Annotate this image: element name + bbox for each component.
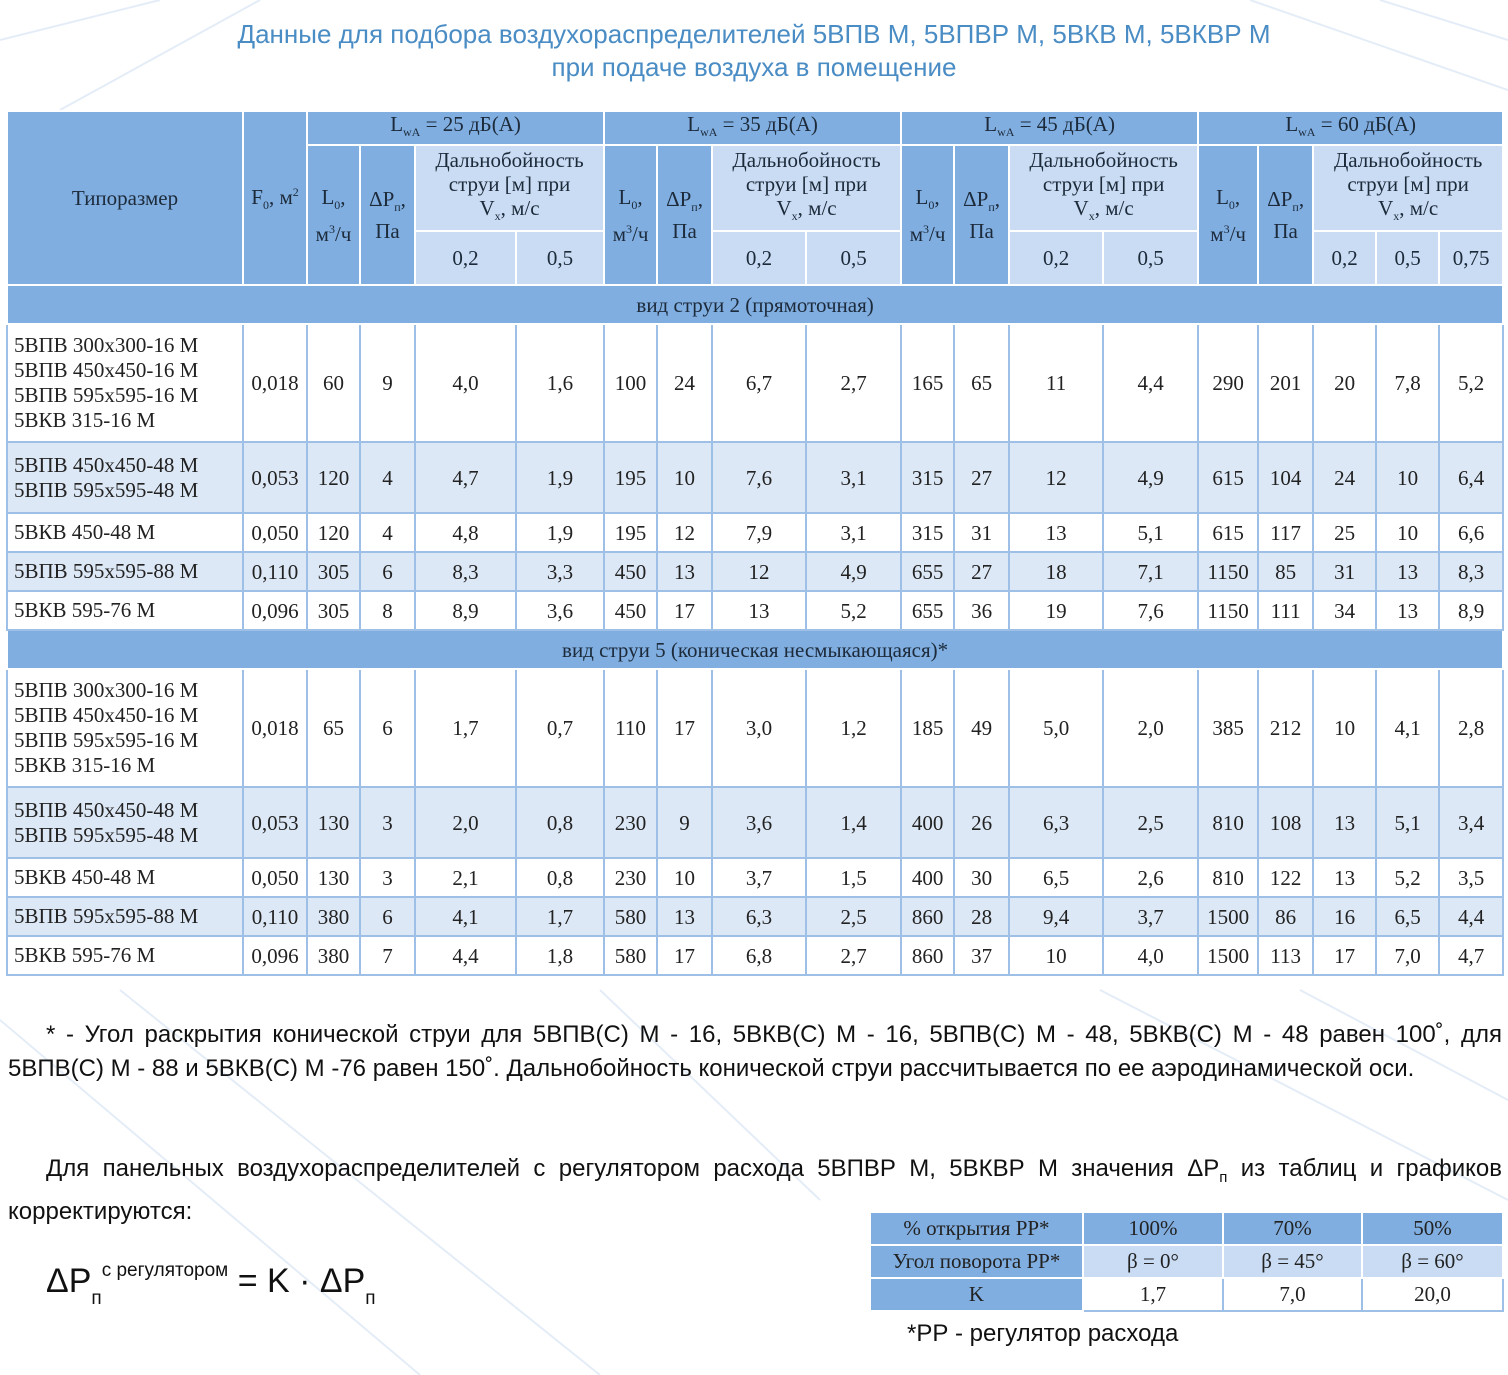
- header-dp: $\Delta P_п$, Па: [1258, 145, 1313, 285]
- value-cell: 3,0: [712, 669, 806, 787]
- header-lwa-35: $L_{wA} = 35$ дБ(А): [604, 111, 901, 145]
- table-row: [7, 591, 1503, 630]
- value-cell: 25: [1313, 513, 1376, 552]
- section-title: вид струи 5 (коническая несмыкающаяся)*: [7, 630, 1503, 669]
- value-cell: 2,5: [806, 897, 901, 936]
- model-name-cell: [7, 787, 243, 858]
- value-cell: 3: [360, 787, 415, 858]
- k-row-k: K 1,7 7,0 20,0: [870, 1278, 1503, 1311]
- value-cell: 2,7: [806, 324, 901, 442]
- model-name: 5ВКВ 450-48 М: [14, 865, 156, 890]
- model-name: 5ВПВ 300х300-16 М: [14, 333, 199, 358]
- value-cell: 1,9: [516, 513, 604, 552]
- value-cell: 1500: [1198, 897, 1258, 936]
- value-cell: 5,1: [1376, 787, 1439, 858]
- value-cell: 195: [604, 513, 657, 552]
- header-velocity: 0,5: [1103, 231, 1198, 285]
- value-cell: 10: [1009, 936, 1103, 975]
- value-cell: 6,3: [712, 897, 806, 936]
- model-name-cell: [7, 897, 243, 936]
- value-cell: 305: [307, 591, 360, 630]
- value-cell: 5,2: [806, 591, 901, 630]
- table-row: [7, 936, 1503, 975]
- value-cell: 0,7: [516, 669, 604, 787]
- value-cell: 3,7: [1103, 897, 1198, 936]
- value-cell: 212: [1258, 669, 1313, 787]
- header-velocity: 0,5: [1376, 231, 1439, 285]
- value-cell: 3,6: [516, 591, 604, 630]
- value-cell: 1,8: [516, 936, 604, 975]
- value-cell: 11: [1009, 324, 1103, 442]
- model-name: 5ВПВ 300х300-16 М: [14, 678, 199, 703]
- value-cell: 85: [1258, 552, 1313, 591]
- formula: $\Delta P_п^{с регулятором} = K \cdot \Delta P_п$: [46, 1260, 376, 1309]
- model-name-cell: [7, 669, 243, 787]
- value-cell: 6,5: [1009, 858, 1103, 897]
- value-cell: 2,7: [806, 936, 901, 975]
- value-cell: 6: [360, 552, 415, 591]
- value-cell: 4,4: [415, 936, 516, 975]
- value-cell: 17: [1313, 936, 1376, 975]
- value-cell: 49: [954, 669, 1009, 787]
- value-cell: 12: [1009, 442, 1103, 513]
- value-cell: 6,3: [1009, 787, 1103, 858]
- value-cell: 400: [901, 787, 954, 858]
- value-cell: 27: [954, 552, 1009, 591]
- value-cell: 13: [1009, 513, 1103, 552]
- value-cell: 18: [1009, 552, 1103, 591]
- k-row-angle: Угол поворота РР* β = 0° β = 45° β = 60°: [870, 1245, 1503, 1278]
- value-cell: 400: [901, 858, 954, 897]
- value-cell: 13: [1313, 858, 1376, 897]
- value-cell: 31: [954, 513, 1009, 552]
- value-cell: 1,4: [806, 787, 901, 858]
- value-cell: 8,3: [1439, 552, 1503, 591]
- value-cell: 315: [901, 442, 954, 513]
- value-cell: 1,5: [806, 858, 901, 897]
- value-cell: 230: [604, 858, 657, 897]
- value-cell: 2,0: [415, 787, 516, 858]
- value-cell: 122: [1258, 858, 1313, 897]
- value-cell: 130: [307, 858, 360, 897]
- value-cell: 7: [360, 936, 415, 975]
- table-row: [7, 513, 1503, 552]
- model-name: 5ВКВ 315-16 М: [14, 408, 156, 433]
- model-name-cell: [7, 936, 243, 975]
- header-l0: $L_0$, $м^3/ч$: [307, 145, 360, 285]
- value-cell: 28: [954, 897, 1009, 936]
- value-cell: 10: [1376, 442, 1439, 513]
- value-cell: 30: [954, 858, 1009, 897]
- value-cell: 26: [954, 787, 1009, 858]
- header-velocity: 0,5: [516, 231, 604, 285]
- model-name-cell: [7, 552, 243, 591]
- value-cell: 860: [901, 936, 954, 975]
- value-cell: 0,110: [243, 552, 307, 591]
- header-dp: $\Delta P_п$, Па: [954, 145, 1009, 285]
- value-cell: 9: [657, 787, 712, 858]
- regulator-text-b: из таблиц и графиков корректируются:: [8, 1155, 1502, 1225]
- value-cell: 12: [657, 513, 712, 552]
- value-cell: 4,9: [1103, 442, 1198, 513]
- value-cell: 7,9: [712, 513, 806, 552]
- page-title: [0, 18, 1508, 84]
- value-cell: 4,1: [415, 897, 516, 936]
- value-cell: 2,0: [1103, 669, 1198, 787]
- value-cell: 7,8: [1376, 324, 1439, 442]
- value-cell: 0,018: [243, 324, 307, 442]
- model-name: 5ВПВ 595х595-48 М: [14, 477, 199, 502]
- value-cell: 3,1: [806, 513, 901, 552]
- header-lwa-25: $L_{wA} = 25$ дБ(А): [307, 111, 604, 145]
- value-cell: 111: [1258, 591, 1313, 630]
- value-cell: 6,4: [1439, 442, 1503, 513]
- value-cell: 2,5: [1103, 787, 1198, 858]
- value-cell: 4: [360, 513, 415, 552]
- value-cell: 655: [901, 591, 954, 630]
- value-cell: 4,4: [1439, 897, 1503, 936]
- value-cell: 13: [1313, 787, 1376, 858]
- value-cell: 16: [1313, 897, 1376, 936]
- value-cell: 1150: [1198, 591, 1258, 630]
- model-name: 5ВПВ 450х450-16 М: [14, 358, 199, 383]
- value-cell: 7,6: [712, 442, 806, 513]
- header-lwa-45: $L_{wA} = 45$ дБ(А): [901, 111, 1198, 145]
- table-row: [7, 787, 1503, 858]
- value-cell: 0,096: [243, 591, 307, 630]
- value-cell: 4,9: [806, 552, 901, 591]
- footnote-text: * - Угол раскрытия конической струи для 5ВПВ(С) М - 16, 5ВКВ(С) М - 16, 5ВПВ(С) М - 48, 5ВКВ(С) М - 48 равен 100˚, для 5ВПВ(С) М - 88 и 5ВКВ(С) М -76 равен 150˚. Дальнобойность конической струи рассчитывается по ее аэродинамической оси.: [8, 1021, 1502, 1082]
- value-cell: 0,050: [243, 513, 307, 552]
- value-cell: 1,7: [516, 897, 604, 936]
- value-cell: 6,7: [712, 324, 806, 442]
- value-cell: 4,0: [415, 324, 516, 442]
- value-cell: 8: [360, 591, 415, 630]
- value-cell: 860: [901, 897, 954, 936]
- value-cell: 8,3: [415, 552, 516, 591]
- value-cell: 1150: [1198, 552, 1258, 591]
- value-cell: 3: [360, 858, 415, 897]
- value-cell: 113: [1258, 936, 1313, 975]
- value-cell: 9,4: [1009, 897, 1103, 936]
- value-cell: 385: [1198, 669, 1258, 787]
- value-cell: 60: [307, 324, 360, 442]
- value-cell: 5,0: [1009, 669, 1103, 787]
- model-name: 5ВПВ 450х450-48 М: [14, 452, 199, 477]
- value-cell: 615: [1198, 513, 1258, 552]
- footnote: [8, 1018, 1502, 1086]
- model-name-cell: [7, 513, 243, 552]
- header-range: Дальнобойность струи [м] при $V_x$, м/с: [415, 145, 604, 231]
- header-velocity: 0,2: [415, 231, 516, 285]
- value-cell: 810: [1198, 858, 1258, 897]
- value-cell: 3,3: [516, 552, 604, 591]
- model-name: 5ВКВ 595-76 М: [14, 943, 156, 968]
- value-cell: 615: [1198, 442, 1258, 513]
- value-cell: 24: [657, 324, 712, 442]
- value-cell: 3,7: [712, 858, 806, 897]
- value-cell: 0,050: [243, 858, 307, 897]
- value-cell: 810: [1198, 787, 1258, 858]
- value-cell: 3,1: [806, 442, 901, 513]
- header-range: Дальнобойность струи [м] при $V_x$, м/с: [712, 145, 901, 231]
- value-cell: 655: [901, 552, 954, 591]
- value-cell: 0,053: [243, 442, 307, 513]
- value-cell: 4,4: [1103, 324, 1198, 442]
- value-cell: 230: [604, 787, 657, 858]
- value-cell: 2,1: [415, 858, 516, 897]
- value-cell: 185: [901, 669, 954, 787]
- value-cell: 0,018: [243, 669, 307, 787]
- value-cell: 290: [1198, 324, 1258, 442]
- model-name: 5ВПВ 595х595-16 М: [14, 383, 199, 408]
- value-cell: 10: [1376, 513, 1439, 552]
- header-dp: $\Delta P_п$, Па: [360, 145, 415, 285]
- model-name: 5ВПВ 595х595-88 М: [14, 559, 199, 584]
- value-cell: 305: [307, 552, 360, 591]
- value-cell: 19: [1009, 591, 1103, 630]
- value-cell: 580: [604, 897, 657, 936]
- value-cell: 4,8: [415, 513, 516, 552]
- k-row-opening: % открытия РР* 100% 70% 50%: [870, 1212, 1503, 1245]
- value-cell: 17: [657, 669, 712, 787]
- table-row: [7, 858, 1503, 897]
- header-l0: $L_0$, $м^3/ч$: [604, 145, 657, 285]
- value-cell: 100: [604, 324, 657, 442]
- value-cell: 6,6: [1439, 513, 1503, 552]
- header-l0: $L_0$, $м^3/ч$: [901, 145, 954, 285]
- regulator-text-sub: п: [1219, 1168, 1228, 1186]
- value-cell: 1500: [1198, 936, 1258, 975]
- header-l0: $L_0$, $м^3/ч$: [1198, 145, 1258, 285]
- value-cell: 0,8: [516, 858, 604, 897]
- value-cell: 580: [604, 936, 657, 975]
- value-cell: 201: [1258, 324, 1313, 442]
- value-cell: 104: [1258, 442, 1313, 513]
- section-title: вид струи 2 (прямоточная): [7, 285, 1503, 324]
- value-cell: 8,9: [415, 591, 516, 630]
- value-cell: 120: [307, 513, 360, 552]
- value-cell: 165: [901, 324, 954, 442]
- header-velocity: 0,5: [806, 231, 901, 285]
- value-cell: 5,2: [1439, 324, 1503, 442]
- section-header: [7, 630, 1503, 669]
- value-cell: 0,053: [243, 787, 307, 858]
- value-cell: 2,8: [1439, 669, 1503, 787]
- model-name-cell: [7, 858, 243, 897]
- table-row: [7, 442, 1503, 513]
- value-cell: 20: [1313, 324, 1376, 442]
- header-velocity: 0,75: [1439, 231, 1503, 285]
- header-velocity: 0,2: [1313, 231, 1376, 285]
- value-cell: 5,1: [1103, 513, 1198, 552]
- value-cell: 17: [657, 936, 712, 975]
- value-cell: 7,0: [1376, 936, 1439, 975]
- value-cell: 117: [1258, 513, 1313, 552]
- table-row: [7, 324, 1503, 442]
- value-cell: 8,9: [1439, 591, 1503, 630]
- value-cell: 380: [307, 936, 360, 975]
- value-cell: 3,4: [1439, 787, 1503, 858]
- model-name-cell: [7, 442, 243, 513]
- value-cell: 9: [360, 324, 415, 442]
- value-cell: 10: [1313, 669, 1376, 787]
- value-cell: 315: [901, 513, 954, 552]
- value-cell: 27: [954, 442, 1009, 513]
- value-cell: 13: [1376, 591, 1439, 630]
- value-cell: 13: [1376, 552, 1439, 591]
- value-cell: 86: [1258, 897, 1313, 936]
- value-cell: 1,6: [516, 324, 604, 442]
- header-lwa-60: $L_{wA} = 60$ дБ(А): [1198, 111, 1503, 145]
- value-cell: 13: [712, 591, 806, 630]
- value-cell: 450: [604, 591, 657, 630]
- value-cell: 6,8: [712, 936, 806, 975]
- value-cell: 3,6: [712, 787, 806, 858]
- value-cell: 13: [657, 897, 712, 936]
- value-cell: 6: [360, 897, 415, 936]
- value-cell: 1,7: [415, 669, 516, 787]
- value-cell: 380: [307, 897, 360, 936]
- value-cell: 7,1: [1103, 552, 1198, 591]
- value-cell: 120: [307, 442, 360, 513]
- value-cell: 1,9: [516, 442, 604, 513]
- value-cell: 108: [1258, 787, 1313, 858]
- value-cell: 34: [1313, 591, 1376, 630]
- model-name: 5ВПВ 450х450-48 М: [14, 797, 199, 822]
- header-f0: $F_0$, $м^2$: [243, 111, 307, 285]
- model-name: 5ВКВ 315-16 М: [14, 753, 156, 778]
- model-name: 5ВПВ 450х450-16 М: [14, 703, 199, 728]
- model-name: 5ВПВ 595х595-16 М: [14, 728, 199, 753]
- value-cell: 4,1: [1376, 669, 1439, 787]
- value-cell: 10: [657, 442, 712, 513]
- value-cell: 3,5: [1439, 858, 1503, 897]
- k-coefficient-table: [869, 1211, 1504, 1312]
- table-row: [7, 552, 1503, 591]
- header-velocity: 0,2: [712, 231, 806, 285]
- model-name: 5ВПВ 595х595-48 М: [14, 822, 199, 847]
- title-line-1: Данные для подбора воздухораспределителей 5ВПВ М, 5ВПВР М, 5ВКВ М, 5ВКВР М: [237, 19, 1271, 49]
- value-cell: 13: [657, 552, 712, 591]
- value-cell: 7,6: [1103, 591, 1198, 630]
- model-name-cell: [7, 591, 243, 630]
- table-row: [7, 669, 1503, 787]
- value-cell: 0,096: [243, 936, 307, 975]
- value-cell: 31: [1313, 552, 1376, 591]
- selection-table: [6, 110, 1504, 976]
- value-cell: 4,0: [1103, 936, 1198, 975]
- value-cell: 17: [657, 591, 712, 630]
- value-cell: 24: [1313, 442, 1376, 513]
- header-range: Дальнобойность струи [м] при $V_x$, м/с: [1009, 145, 1198, 231]
- value-cell: 65: [307, 669, 360, 787]
- value-cell: 10: [657, 858, 712, 897]
- model-name: 5ВПВ 595х595-88 М: [14, 904, 199, 929]
- regulator-text-a: Для панельных воздухораспределителей с регулятором расхода 5ВПВР М, 5ВКВР М значения ΔP: [46, 1155, 1220, 1182]
- value-cell: 0,8: [516, 787, 604, 858]
- value-cell: 4: [360, 442, 415, 513]
- header-dp: $\Delta P_п$, Па: [657, 145, 712, 285]
- header-range: Дальнобойность струи [м] при $V_x$, м/с: [1313, 145, 1503, 231]
- value-cell: 1,2: [806, 669, 901, 787]
- section-header: [7, 285, 1503, 324]
- value-cell: 37: [954, 936, 1009, 975]
- model-name: 5ВКВ 450-48 М: [14, 520, 156, 545]
- value-cell: 130: [307, 787, 360, 858]
- table-row: [7, 897, 1503, 936]
- value-cell: 6: [360, 669, 415, 787]
- value-cell: 4,7: [1439, 936, 1503, 975]
- value-cell: 12: [712, 552, 806, 591]
- value-cell: 0,110: [243, 897, 307, 936]
- value-cell: 6,5: [1376, 897, 1439, 936]
- value-cell: 4,7: [415, 442, 516, 513]
- value-cell: 65: [954, 324, 1009, 442]
- value-cell: 450: [604, 552, 657, 591]
- model-name: 5ВКВ 595-76 М: [14, 598, 156, 623]
- header-size: Типоразмер: [7, 111, 243, 285]
- header-velocity: 0,2: [1009, 231, 1103, 285]
- value-cell: 110: [604, 669, 657, 787]
- value-cell: 36: [954, 591, 1009, 630]
- regulator-note: *РР - регулятор расхода: [907, 1320, 1179, 1347]
- value-cell: 2,6: [1103, 858, 1198, 897]
- model-name-cell: [7, 324, 243, 442]
- value-cell: 195: [604, 442, 657, 513]
- value-cell: 5,2: [1376, 858, 1439, 897]
- title-line-2: при подаче воздуха в помещение: [551, 52, 957, 82]
